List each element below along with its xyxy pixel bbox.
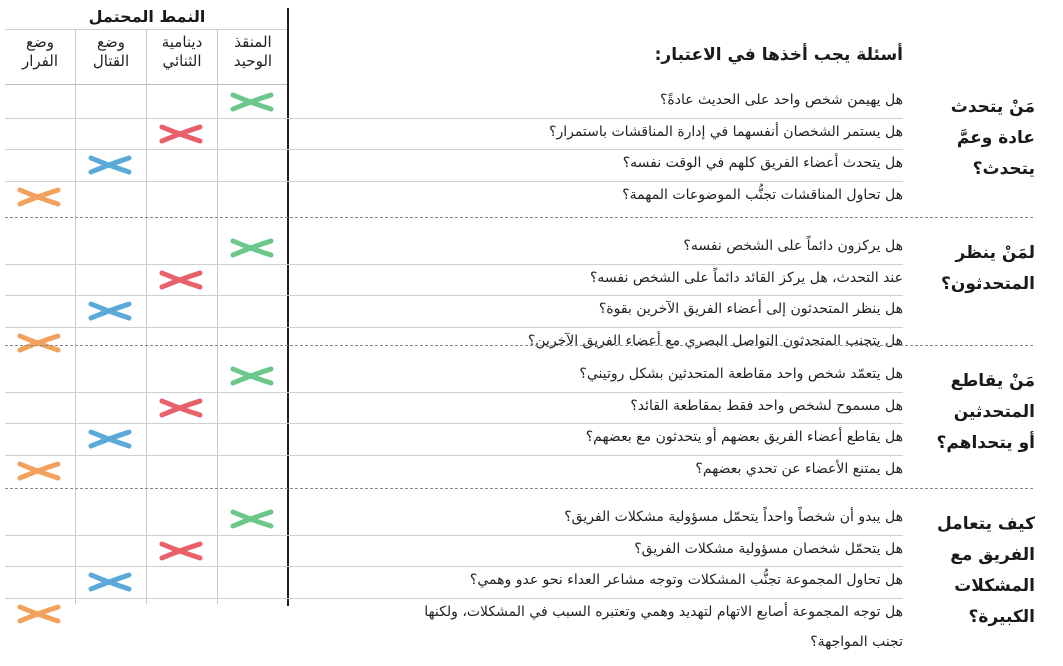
cross-mark-icon xyxy=(159,270,203,290)
row-divider xyxy=(5,423,288,424)
question-text: هل توجه المجموعة أصابع الاتهام لتهديد وهمي وتعتبره السبب في المشكلات، ولكنها xyxy=(424,603,903,620)
question-text: هل يقاطع أعضاء الفريق بعضهم أو يتحدثون مع بعضهم؟ xyxy=(585,429,903,445)
row-divider xyxy=(288,295,903,296)
row-divider xyxy=(288,392,903,393)
question-text-continuation: تجنب المواجهة؟ xyxy=(810,633,903,650)
column-header-flight-mode xyxy=(5,33,75,71)
cross-mark-icon xyxy=(88,301,132,321)
row-divider xyxy=(288,423,903,424)
column-divider xyxy=(217,29,218,604)
question-text: هل يبدو أن شخصاً واحداً يتحمّل مسؤولية مشكلات الفريق؟ xyxy=(564,509,903,525)
section-divider xyxy=(5,217,1033,218)
row-divider xyxy=(5,264,288,265)
row-divider xyxy=(5,535,288,536)
section-title-who-looks: لمَنْ ينظر المتحدثون؟ xyxy=(940,243,1035,294)
question-text: هل يستمر الشخصان أنفسهما في إدارة المناقشات باستمرار؟ xyxy=(549,123,903,140)
question-text: هل يتعمّد شخص واحد مقاطعة المتحدثين بشكل روتيني؟ xyxy=(579,366,903,382)
question-text: هل ينظر المتحدثون إلى أعضاء الفريق الآخرين بقوة؟ xyxy=(598,301,903,317)
cross-mark-icon xyxy=(230,92,274,112)
cross-mark-icon xyxy=(88,429,132,449)
row-divider xyxy=(288,566,903,567)
cross-mark-icon xyxy=(88,155,132,175)
cross-mark-icon xyxy=(230,366,274,386)
column-divider xyxy=(146,29,147,604)
column-header-line: دينامية xyxy=(161,33,203,51)
cross-mark-icon xyxy=(17,333,61,353)
row-divider xyxy=(288,264,903,265)
question-text: هل يتحدث أعضاء الفريق كلهم في الوقت نفسه؟ xyxy=(622,155,903,171)
question-text: هل تحاول المناقشات تجنُّب الموضوعات المهمة؟ xyxy=(622,186,903,203)
column-header-line: المنقذ xyxy=(234,33,272,51)
row-divider xyxy=(288,598,903,599)
section-divider xyxy=(5,488,1033,489)
column-header-lone-rescuer xyxy=(218,33,288,71)
row-divider xyxy=(288,149,903,150)
column-header-line: الفرار xyxy=(21,52,58,70)
question-text: هل تحاول المجموعة تجنُّب المشكلات وتوجه مشاعر العداء نحو عدو وهمي؟ xyxy=(469,572,903,588)
question-text: هل يتجنب المتحدثون التواصل البصري مع أعضاء الفريق الآخرين؟ xyxy=(527,332,903,349)
cross-mark-icon xyxy=(230,509,274,529)
column-header-pair-dynamic xyxy=(147,33,217,71)
question-text: عند التحدث، هل يركز القائد دائماً على الشخص نفسه؟ xyxy=(589,269,903,286)
row-divider xyxy=(5,295,288,296)
row-divider xyxy=(288,455,903,456)
row-divider xyxy=(5,118,288,119)
cross-mark-icon xyxy=(159,124,203,144)
section-title-who-interrupts: مَنْ يقاطع المتحدثين أو يتحداهم؟ xyxy=(936,371,1035,453)
row-divider xyxy=(5,566,288,567)
cross-mark-icon xyxy=(17,604,61,624)
questions-title: أسئلة يجب أخذها في الاعتبار: xyxy=(654,45,903,65)
column-header-line: القتال xyxy=(92,52,130,70)
row-divider xyxy=(5,392,288,393)
section-title-who-speaks: مَنْ يتحدث عادة وعمَّ يتحدث؟ xyxy=(950,97,1035,179)
cross-mark-icon xyxy=(88,572,132,592)
question-text: هل يهيمن شخص واحد على الحديث عادةً؟ xyxy=(659,92,903,108)
question-text: هل يمتنع الأعضاء عن تحدي بعضهم؟ xyxy=(695,460,903,477)
column-header-line: وضع xyxy=(97,33,125,51)
row-divider xyxy=(288,181,903,182)
section-divider xyxy=(5,345,1033,346)
cross-mark-icon xyxy=(159,398,203,418)
question-text: هل يركزون دائماً على الشخص نفسه؟ xyxy=(683,238,903,254)
column-header-fight-mode xyxy=(76,33,146,71)
row-divider xyxy=(288,535,903,536)
table-divider xyxy=(287,8,289,606)
question-text: هل مسموح لشخص واحد فقط بمقاطعة القائد؟ xyxy=(630,397,903,414)
row-divider xyxy=(288,118,903,119)
cross-mark-icon xyxy=(230,238,274,258)
row-divider xyxy=(5,149,288,150)
column-header-line: وضع xyxy=(26,33,54,51)
cross-mark-icon xyxy=(159,541,203,561)
row-divider xyxy=(5,598,288,599)
row-divider xyxy=(5,327,288,328)
row-divider xyxy=(5,455,288,456)
column-header-line: الثنائي xyxy=(162,52,202,70)
row-divider xyxy=(5,181,288,182)
section-title-big-problems: كيف يتعامل الفريق مع المشكلات الكبيرة؟ xyxy=(937,514,1035,627)
pattern-group-title: النمط المحتمل xyxy=(88,7,206,26)
cross-mark-icon xyxy=(17,187,61,207)
column-header-line: الوحيد xyxy=(233,52,273,70)
cross-mark-icon xyxy=(17,461,61,481)
column-divider xyxy=(75,29,76,604)
row-divider xyxy=(288,327,903,328)
question-text: هل يتحمّل شخصان مسؤولية مشكلات الفريق؟ xyxy=(634,540,903,557)
